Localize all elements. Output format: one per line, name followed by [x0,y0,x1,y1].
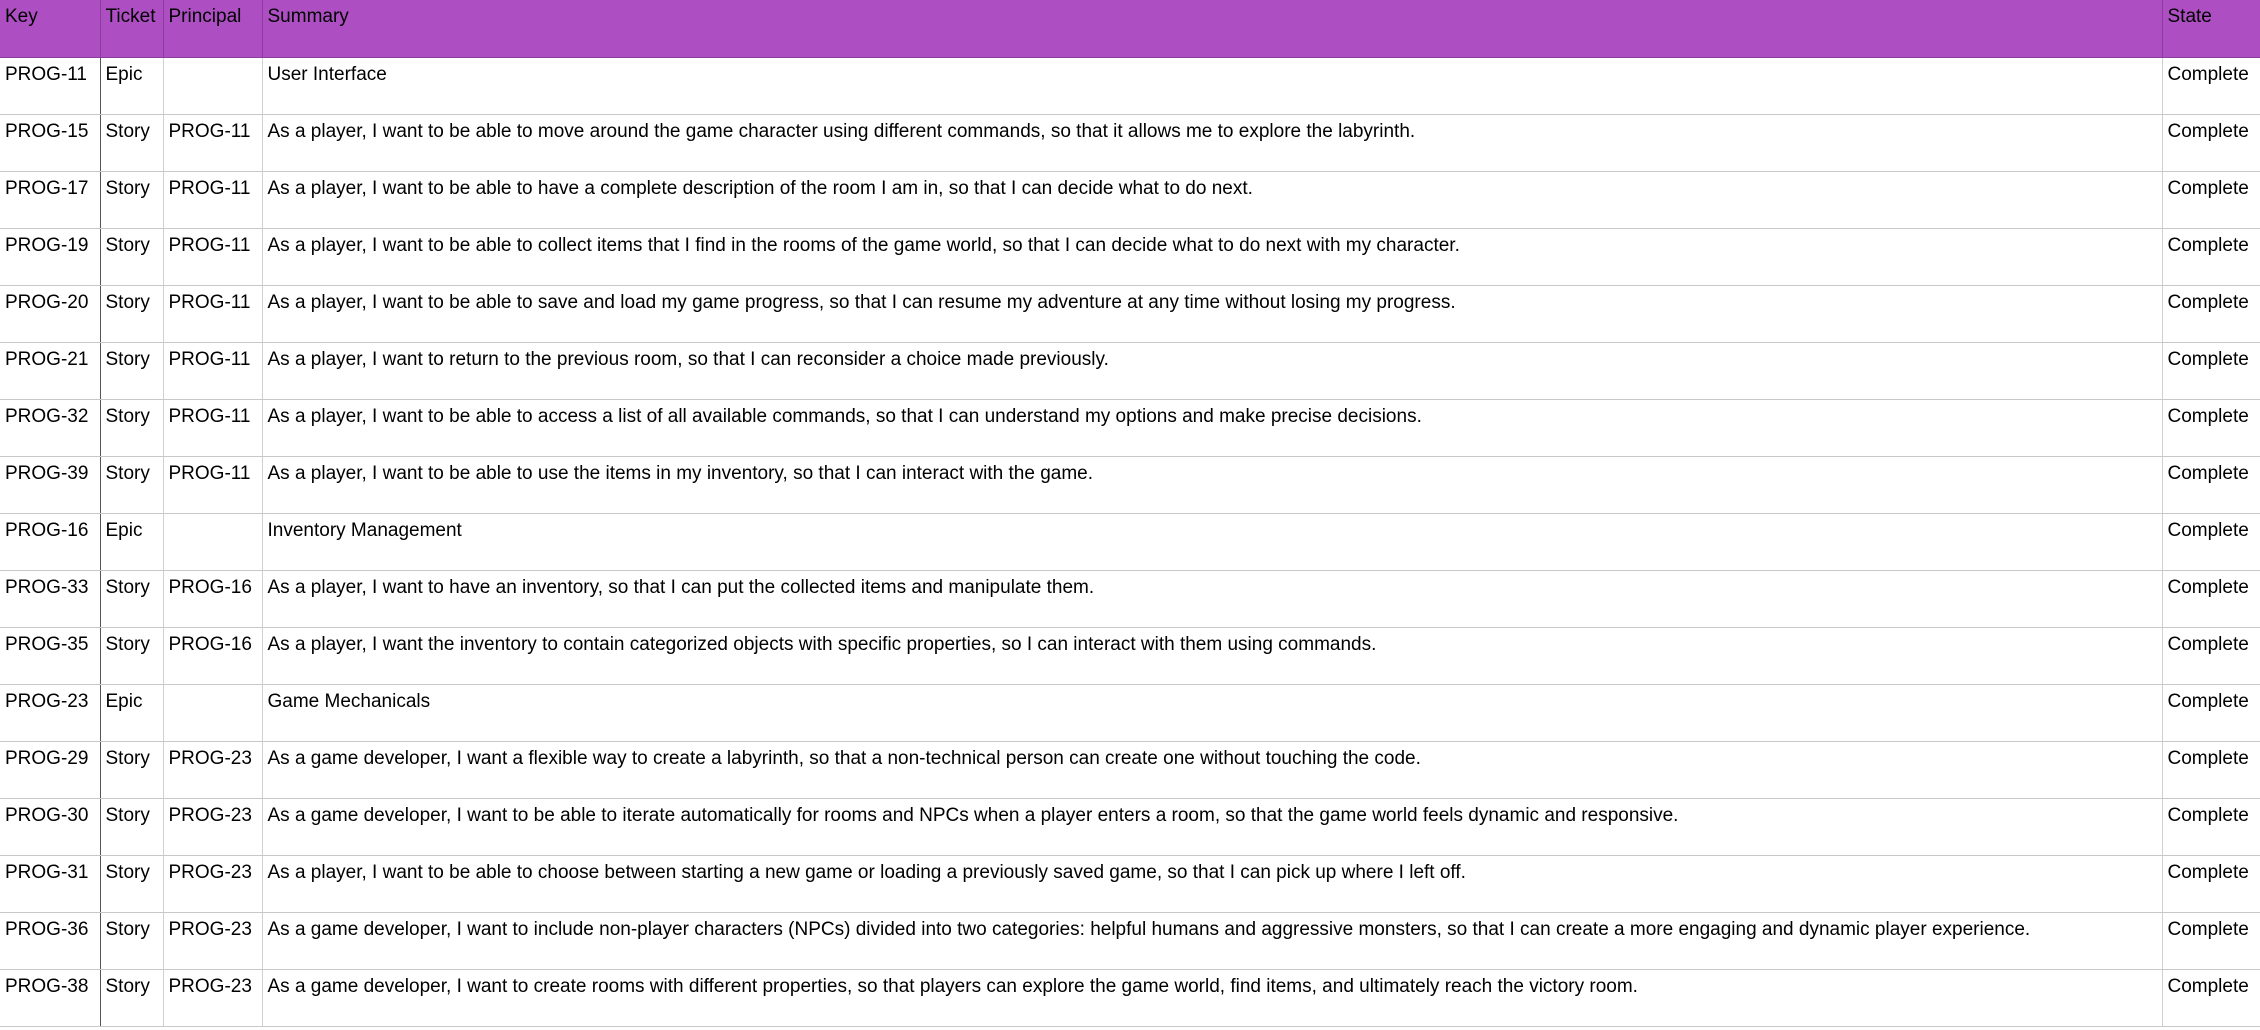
summary-cell[interactable]: As a player, I want to be able to access a list of all available commands, so that I can understand my options and make precise decisions. [262,399,2162,456]
key-cell[interactable]: PROG-30 [0,798,100,855]
state-cell[interactable]: Complete [2162,513,2260,570]
summary-cell[interactable]: As a player, I want to be able to move around the game character using different commands, so that it allows me to explore the labyrinth. [262,114,2162,171]
key-cell[interactable]: PROG-39 [0,456,100,513]
principal-cell[interactable]: PROG-23 [163,912,262,969]
state-cell[interactable]: Complete [2162,969,2260,1026]
principal-cell[interactable] [163,513,262,570]
summary-cell[interactable]: As a game developer, I want a flexible way to create a labyrinth, so that a non-technical person can create one without touching the code. [262,741,2162,798]
principal-cell[interactable]: PROG-16 [163,627,262,684]
state-cell[interactable]: Complete [2162,798,2260,855]
summary-cell[interactable]: As a player, I want to be able to save and load my game progress, so that I can resume my adventure at any time without losing my progress. [262,285,2162,342]
key-cell[interactable]: PROG-32 [0,399,100,456]
state-cell[interactable]: Complete [2162,570,2260,627]
table-row[interactable] [0,171,2260,228]
ticket-cell[interactable]: Story [100,798,163,855]
table-row[interactable] [0,342,2260,399]
ticket-cell[interactable]: Story [100,171,163,228]
ticket-cell[interactable]: Story [100,285,163,342]
ticket-cell[interactable]: Story [100,627,163,684]
ticket-cell[interactable]: Epic [100,684,163,741]
table-row[interactable] [0,741,2260,798]
table-row[interactable] [0,285,2260,342]
principal-cell[interactable]: PROG-23 [163,969,262,1026]
column-header-principal[interactable]: Principal [163,0,262,57]
state-cell[interactable]: Complete [2162,912,2260,969]
key-cell[interactable]: PROG-17 [0,171,100,228]
ticket-cell[interactable]: Story [100,228,163,285]
ticket-cell[interactable]: Story [100,741,163,798]
principal-cell[interactable]: PROG-23 [163,741,262,798]
state-cell[interactable]: Complete [2162,228,2260,285]
summary-cell[interactable]: As a player, I want to be able to have a complete description of the room I am in, so that I can decide what to do next. [262,171,2162,228]
table-row[interactable] [0,969,2260,1026]
principal-cell[interactable]: PROG-23 [163,798,262,855]
principal-cell[interactable]: PROG-11 [163,171,262,228]
principal-cell[interactable]: PROG-11 [163,399,262,456]
ticket-cell[interactable]: Epic [100,513,163,570]
state-cell[interactable]: Complete [2162,285,2260,342]
state-cell[interactable]: Complete [2162,456,2260,513]
key-cell[interactable]: PROG-23 [0,684,100,741]
ticket-cell[interactable]: Story [100,570,163,627]
summary-cell[interactable]: As a game developer, I want to create rooms with different properties, so that players can explore the game world, find items, and ultimately reach the victory room. [262,969,2162,1026]
key-cell[interactable]: PROG-38 [0,969,100,1026]
state-cell[interactable]: Complete [2162,114,2260,171]
column-header-summary[interactable]: Summary [262,0,2162,57]
summary-cell[interactable]: As a player, I want the inventory to contain categorized objects with specific properties, so I can interact with them using commands. [262,627,2162,684]
ticket-cell[interactable]: Story [100,969,163,1026]
state-cell[interactable]: Complete [2162,399,2260,456]
summary-cell[interactable]: As a player, I want to be able to use the items in my inventory, so that I can interact with the game. [262,456,2162,513]
key-cell[interactable]: PROG-16 [0,513,100,570]
summary-cell[interactable]: Game Mechanicals [262,684,2162,741]
principal-cell[interactable]: PROG-11 [163,228,262,285]
principal-cell[interactable]: PROG-11 [163,456,262,513]
principal-cell[interactable]: PROG-23 [163,855,262,912]
key-cell[interactable]: PROG-11 [0,57,100,114]
summary-cell[interactable]: Inventory Management [262,513,2162,570]
summary-cell[interactable]: As a player, I want to be able to collect items that I find in the rooms of the game world, so that I can decide what to do next with my character. [262,228,2162,285]
ticket-cell[interactable]: Story [100,912,163,969]
table-row[interactable] [0,684,2260,741]
state-cell[interactable]: Complete [2162,342,2260,399]
table-body [0,57,2260,1026]
ticket-cell[interactable]: Story [100,342,163,399]
ticket-cell[interactable]: Story [100,855,163,912]
table-row[interactable] [0,855,2260,912]
key-cell[interactable]: PROG-21 [0,342,100,399]
ticket-cell[interactable]: Story [100,399,163,456]
state-cell[interactable]: Complete [2162,627,2260,684]
summary-cell[interactable]: User Interface [262,57,2162,114]
state-cell[interactable]: Complete [2162,57,2260,114]
state-cell[interactable]: Complete [2162,855,2260,912]
key-cell[interactable]: PROG-33 [0,570,100,627]
summary-cell[interactable]: As a player, I want to have an inventory, so that I can put the collected items and manipulate them. [262,570,2162,627]
key-cell[interactable]: PROG-15 [0,114,100,171]
summary-cell[interactable]: As a player, I want to be able to choose between starting a new game or loading a previously saved game, so that I can pick up where I left off. [262,855,2162,912]
table-row[interactable] [0,570,2260,627]
table-row[interactable] [0,57,2260,114]
table-row[interactable] [0,912,2260,969]
key-cell[interactable]: PROG-29 [0,741,100,798]
table-row[interactable] [0,114,2260,171]
table-row[interactable] [0,228,2260,285]
principal-cell[interactable]: PROG-11 [163,285,262,342]
key-cell[interactable]: PROG-36 [0,912,100,969]
table-header [0,0,2260,57]
ticket-cell[interactable]: Story [100,114,163,171]
column-header-ticket[interactable]: Ticket [100,0,163,57]
principal-cell[interactable]: PROG-11 [163,114,262,171]
ticket-cell[interactable]: Story [100,456,163,513]
summary-cell[interactable]: As a game developer, I want to include non-player characters (NPCs) divided into two categories: helpful humans and aggressive monsters, so that I can create a more engaging and dynamic player experience. [262,912,2162,969]
principal-cell[interactable] [163,57,262,114]
ticket-cell[interactable]: Epic [100,57,163,114]
table-row[interactable] [0,627,2260,684]
column-header-key[interactable]: Key [0,0,100,57]
key-cell[interactable]: PROG-35 [0,627,100,684]
principal-cell[interactable] [163,684,262,741]
summary-cell[interactable]: As a game developer, I want to be able to iterate automatically for rooms and NPCs when a player enters a room, so that the game world feels dynamic and responsive. [262,798,2162,855]
state-cell[interactable]: Complete [2162,171,2260,228]
table-row[interactable] [0,456,2260,513]
header-row [0,0,2260,57]
state-cell[interactable]: Complete [2162,684,2260,741]
key-cell[interactable]: PROG-19 [0,228,100,285]
summary-cell[interactable]: As a player, I want to return to the previous room, so that I can reconsider a choice made previously. [262,342,2162,399]
table-row[interactable] [0,798,2260,855]
table-row[interactable] [0,399,2260,456]
principal-cell[interactable]: PROG-16 [163,570,262,627]
key-cell[interactable]: PROG-20 [0,285,100,342]
state-cell[interactable]: Complete [2162,741,2260,798]
column-header-state[interactable]: State [2162,0,2260,57]
table-row[interactable] [0,513,2260,570]
key-cell[interactable]: PROG-31 [0,855,100,912]
principal-cell[interactable]: PROG-11 [163,342,262,399]
